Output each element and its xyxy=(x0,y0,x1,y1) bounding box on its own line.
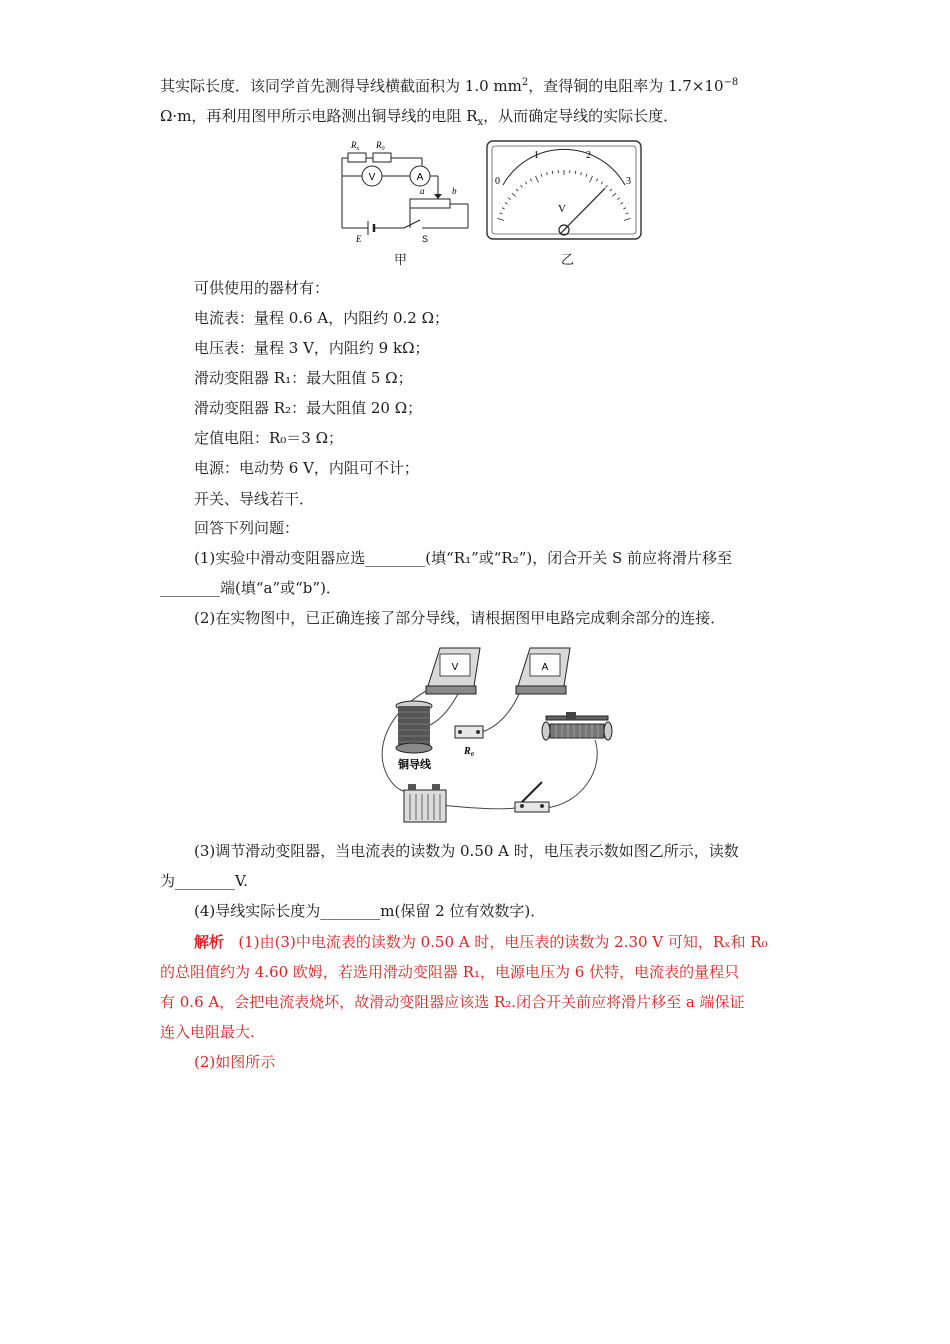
wire xyxy=(545,740,597,808)
apparatus-figure xyxy=(370,640,620,826)
question-3-line-1: (3)调节滑动变阻器，当电流表的读数为 0.50 A 时，电压表示数如图乙所示，读数 xyxy=(194,842,739,860)
text-run: Ω·m，再利用图甲所示电路测出铜导线的电阻 R xyxy=(160,107,478,125)
dial-unit-v: V xyxy=(558,203,566,215)
paragraph-line-2 xyxy=(160,106,678,126)
real-switch xyxy=(515,782,549,812)
real-battery xyxy=(404,784,446,822)
tick-label-3: 3 xyxy=(626,176,631,187)
tick-label-1: 1 xyxy=(534,150,539,161)
question-3-line-2: 为________V. xyxy=(160,872,248,890)
superscript: 2 xyxy=(521,77,529,88)
voltmeter-face-label: V xyxy=(451,662,459,673)
wire xyxy=(482,692,520,732)
label-rx: $R_x$ xyxy=(351,140,360,152)
subscript: x xyxy=(477,117,484,128)
label-copper-wire: 铜导线 xyxy=(398,758,431,771)
text-run: 其实际长度．该同学首先测得导线横截面积为 1.0 mm xyxy=(160,77,522,95)
answer-line-1 xyxy=(194,932,768,952)
answer-line-5: (2)如图所示 xyxy=(194,1053,276,1071)
slider-arrow-icon xyxy=(434,194,442,199)
question-2-line-1: (2)在实物图中，已正确连接了部分导线，请根据图甲电路完成剩余部分的连接． xyxy=(194,609,726,627)
answer-label: 解析 xyxy=(194,933,225,951)
label-b: b xyxy=(452,186,457,196)
dial-tick xyxy=(575,171,576,174)
list-item: 电压表：量程 3 V，内阻约 9 kΩ； xyxy=(194,339,430,357)
voltmeter-symbol-label: V xyxy=(368,172,376,183)
circuit-diagram-jia xyxy=(330,136,480,246)
wire xyxy=(440,805,515,809)
superscript: −8 xyxy=(723,77,739,88)
real-rheostat xyxy=(542,712,612,740)
list-item: 定值电阻：R₀＝3 Ω； xyxy=(194,429,344,447)
fixed-resistor-r0 xyxy=(455,726,483,738)
label-r0-real: R₀ xyxy=(464,746,475,757)
wire xyxy=(430,690,460,725)
list-intro: 可供使用的器材有： xyxy=(194,279,330,297)
question-1-line-2: ________端(填“a”或“b”)． xyxy=(160,579,341,597)
list-item: 电流表：量程 0.6 A，内阻约 0.2 Ω； xyxy=(194,309,450,327)
label-e: E xyxy=(356,234,362,244)
text-run: ，从而确定导线的实际长度． xyxy=(483,107,679,125)
voltmeter-dial-yi xyxy=(486,140,642,240)
list-item: 回答下列问题： xyxy=(194,519,300,537)
list-item: 开关、导线若干． xyxy=(194,490,315,508)
answer-line-3: 有 0.6 A，会把电流表烧坏，故滑动变阻器应该选 R₂.闭合开关前应将滑片移至 a 端保证 xyxy=(160,993,745,1011)
ammeter-symbol-label: A xyxy=(416,172,424,183)
real-voltmeter xyxy=(426,648,480,694)
label-r0: $R_0$ xyxy=(376,140,385,152)
question-1-line-1: (1)实验中滑动变阻器应选________(填“R₁”或“R₂”)，闭合开关 S 前应将滑片移至 xyxy=(194,549,733,567)
text-run: (1)由(3)中电流表的读数为 0.50 A 时，电压表的读数为 2.30 V 可知，Rₓ和 R₀ xyxy=(238,933,768,951)
paragraph-line-1 xyxy=(160,76,738,96)
list-item: 电源：电动势 6 V，内阻可不计； xyxy=(194,459,419,477)
label-a: a xyxy=(420,186,425,196)
question-4-line-1: (4)导线实际长度为________m(保留 2 位有效数字)． xyxy=(194,902,546,920)
text-run: ，查得铜的电阻率为 1.7×10 xyxy=(528,77,724,95)
real-ammeter xyxy=(516,648,570,694)
answer-line-4: 连入电阻最大. xyxy=(160,1023,255,1041)
tick-label-0: 0 xyxy=(495,176,500,187)
list-item: 滑动变阻器 R₁：最大阻值 5 Ω； xyxy=(194,369,413,387)
dial-tick xyxy=(552,171,553,174)
copper-wire-coil xyxy=(396,701,432,753)
list-item: 滑动变阻器 R₂：最大阻值 20 Ω； xyxy=(194,399,423,417)
label-s: S xyxy=(422,234,429,244)
answer-line-2: 的总阻值约为 4.60 欧姆，若选用滑动变阻器 R₁，电源电压为 6 伏特，电流表的量程只 xyxy=(160,963,740,981)
caption-yi: 乙 xyxy=(561,253,575,268)
ammeter-face-label: A xyxy=(541,662,549,673)
tick-label-2: 2 xyxy=(586,150,591,161)
caption-jia: 甲 xyxy=(394,253,408,268)
